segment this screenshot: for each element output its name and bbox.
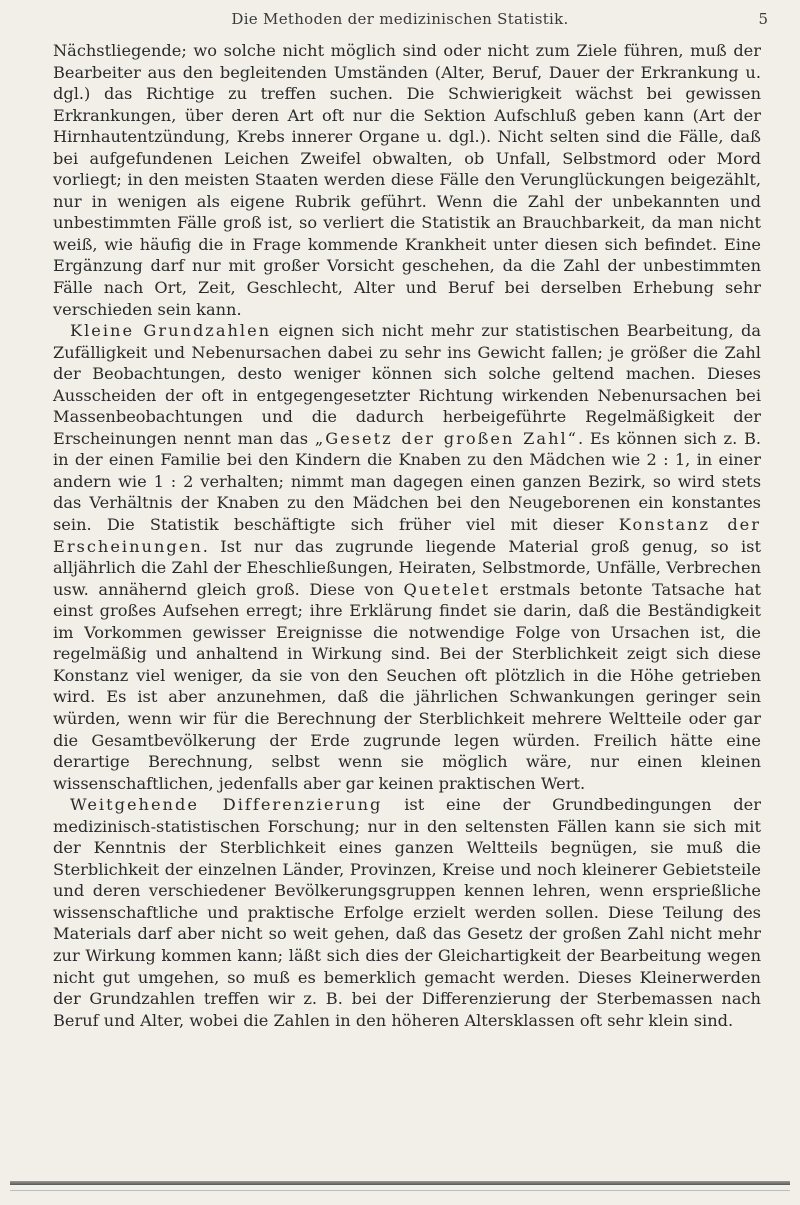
body-text [53, 40, 761, 1031]
page-header [0, 8, 800, 36]
page-bottom-edge-line [10, 1190, 790, 1191]
emphasis-gesetz-der-grossen-zahl: „Gesetz der großen Zahl“ [314, 428, 578, 448]
paragraph-text: . Es können sich z. B. in der einen Familie bei den Kindern die Knaben zu den Mädchen wie 2 : 1, in einer andern wie 1 : 2 verhalten; nimmt man dagegen einen ganzen Bezirk, so wird stets das Verhältnis der Knaben zu den Mädchen bei den Neugeborenen ein konstantes sein. Die Statistik beschäftigte sich früher viel mit dieser [53, 428, 761, 535]
emphasis-konstanz: Konstanz der Erscheinungen [53, 515, 761, 556]
emphasis-differenzierung: Weitgehende Differenzierung [70, 795, 383, 815]
paragraph-text: erstmals betonte Tatsache hat einst großes Aufsehen erregt; ihre Erklärung findet sie darin, daß die Beständigkeit im Vorkommen gewisser Ereignisse die notwendige Folge von Ursachen ist, die regelmäßig und anhaltend in Wirkung sind. Bei der Sterblichkeit zeigt sich diese Konstanz viel weniger, da sie von den Seuchen oft plötzlich in die Höhe getrieben wird. Es ist aber anzunehmen, daß die jährlichen Schwankungen geringer sein würden, wenn wir für die Berechnung der Sterblichkeit mehrere Weltteile oder gar die Gesamtbevölkerung der Erde zugrunde legen würden. Freilich hätte eine derartige Berechnung, selbst wenn sie möglich wäre, nur einen kleinen wissenschaftlichen, jedenfalls aber gar keinen praktischen Wert. [53, 579, 761, 793]
paragraph-1 [53, 40, 761, 320]
paragraph-text: ist eine der Grundbedingungen der medizinisch-statistischen Forschung; nur in den seltensten Fällen kann sie sich mit der Kenntnis der Sterblichkeit eines ganzen Weltteils begnügen, sie muß die Sterblichkeit der einzelnen Länder, Provinzen, Kreise und noch kleinerer Gebietsteile und deren verschiedener Bevölkerungsgruppen kennen lehren, wenn ersprießliche wissenschaftliche und praktische Erfolge erzielt werden sollen. Diese Teilung des Materials darf aber nicht so weit gehen, daß das Gesetz der großen Zahl nicht mehr zur Wirkung kommen kann; läßt sich dies der Gleichartigkeit der Bearbeitung wegen nicht gut umgehen, so muß es bemerklich gemacht werden. Dieses Kleinerwerden der Grundzahlen treffen wir z. B. bei der Differenzierung der Sterbemassen nach Beruf und Alter, wobei die Zahlen in den höheren Altersklassen oft sehr klein sind. [53, 795, 761, 1030]
paragraph-2 [53, 320, 761, 794]
running-title: Die Methoden der medizinischen Statistik. [231, 10, 569, 28]
paragraph-3 [53, 794, 761, 1031]
emphasis-quetelet: Quetelet [403, 579, 491, 599]
paragraph-text: Nächstliegende; wo solche nicht möglich sind oder nicht zum Ziele führen, muß der Bearbeiter aus den begleitenden Umständen (Alter, Beruf, Dauer der Erkrankung u. dgl.) das Richtige zu treffen suchen. Die Schwierigkeit wächst bei gewissen Erkrankungen, über deren Art oft nur die Sektion Aufschluß geben kann (Art der Hirnhautentzündung, Krebs innerer Organe u. dgl.). Nicht selten sind die Fälle, daß bei aufgefundenen Leichen Zweifel obwalten, ob Unfall, Selbstmord oder Mord vorliegt; in den meisten Staaten werden diese Fälle den Verunglückungen beigezählt, nur in wenigen als eigene Rubrik geführt. Wenn die Zahl der unbekannten und unbestimmten Fälle groß ist, so verliert die Statistik an Brauchbarkeit, da man nicht weiß, wie häufig die in Frage kommende Krankheit unter diesen sich befindet. Eine Ergänzung darf nur mit großer Vorsicht geschehen, da die Zahl der unbestimmten Fälle nach Ort, Zeit, Geschlecht, Alter und Beruf bei derselben Erhebung sehr verschieden sein kann. [53, 41, 761, 319]
page-number: 5 [758, 10, 768, 28]
paragraph-text: . Ist nur das zugrunde liegende Material groß genug, so ist alljährlich die Zahl der Eheschließungen, Heiraten, Selbstmorde, Unfälle, Verbrechen usw. annähernd gleich groß. Diese von [53, 536, 761, 599]
page-bottom-edge [10, 1181, 790, 1185]
emphasis-kleine-grundzahlen: Kleine Grundzahlen [70, 321, 272, 341]
paragraph-text: eignen sich nicht mehr zur statistischen Bearbeitung, da Zufälligkeit und Nebenursachen dabei zu sehr ins Gewicht fallen; je größer die Zahl der Beobachtungen, desto weniger können sich solche geltend machen. Dieses Ausscheiden der oft in entgegengesetzter Richtung wirkenden Nebenursachen bei Massenbeobachtungen und die dadurch herbeigeführte Regelmäßigkeit der Erscheinungen nennt man das [53, 321, 761, 448]
